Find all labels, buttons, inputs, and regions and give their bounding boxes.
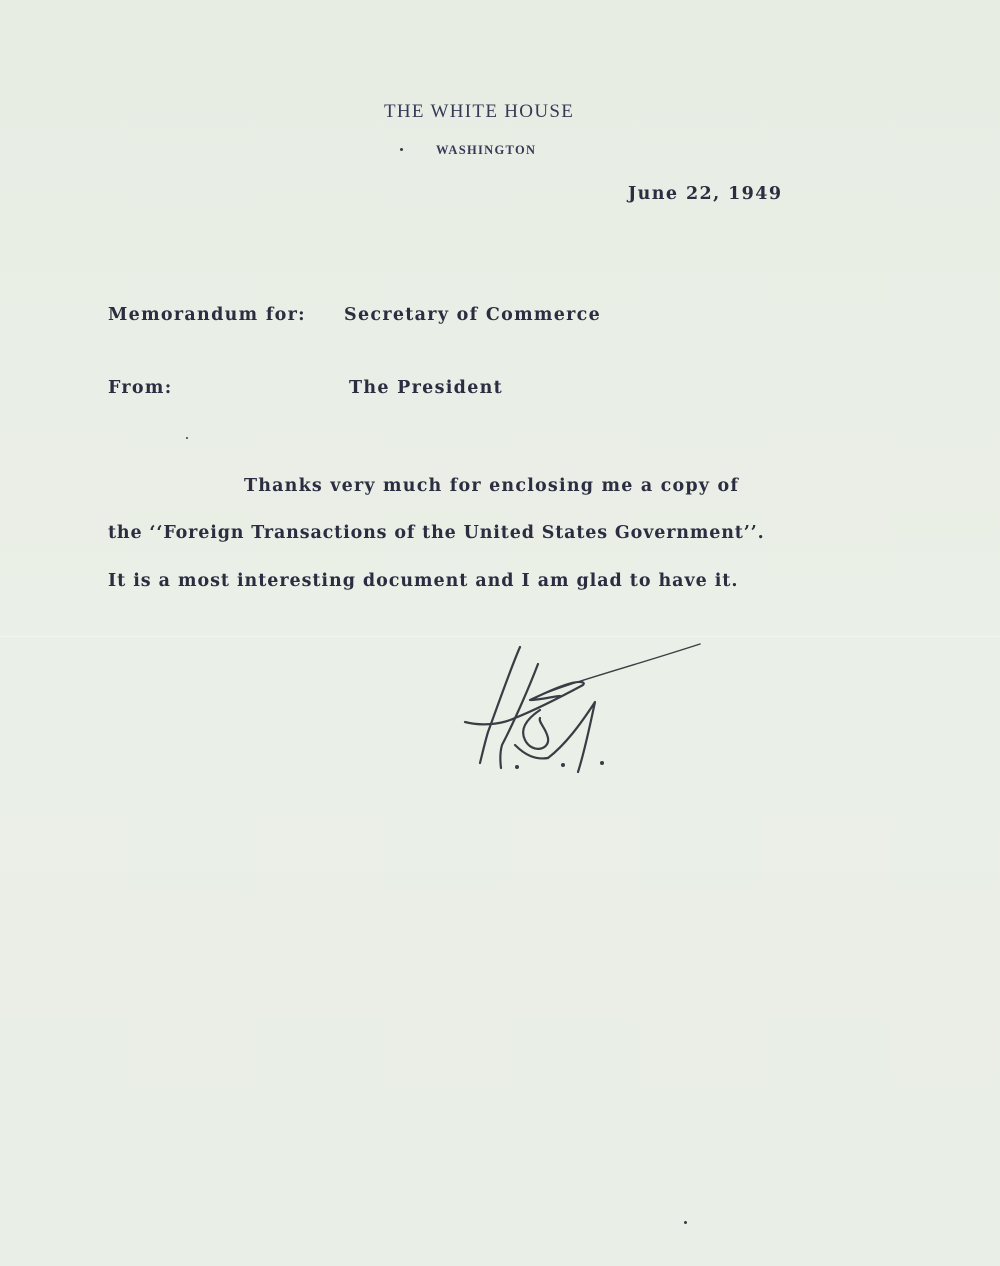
body-line-2: the ‘‘Foreign Transactions of the United States Government’’. xyxy=(108,523,765,543)
paper-speck xyxy=(684,1221,687,1224)
paper-speck xyxy=(186,437,188,439)
memo-for-label: Memorandum for: xyxy=(108,305,306,325)
body-line-3: It is a most interesting document and I am glad to have it. xyxy=(108,571,739,591)
letterhead-title: THE WHITE HOUSE xyxy=(384,101,575,122)
body-line-1: Thanks very much for enclosing me a copy of xyxy=(244,476,740,496)
paper-speck xyxy=(400,148,403,151)
memo-for-value: Secretary of Commerce xyxy=(344,305,602,325)
letter-date: June 22, 1949 xyxy=(628,184,783,204)
letterhead-city: WASHINGTON xyxy=(436,143,537,157)
memo-from-value: The President xyxy=(349,378,504,398)
signature-initials xyxy=(440,630,720,790)
memo-from-label: From: xyxy=(108,378,173,398)
